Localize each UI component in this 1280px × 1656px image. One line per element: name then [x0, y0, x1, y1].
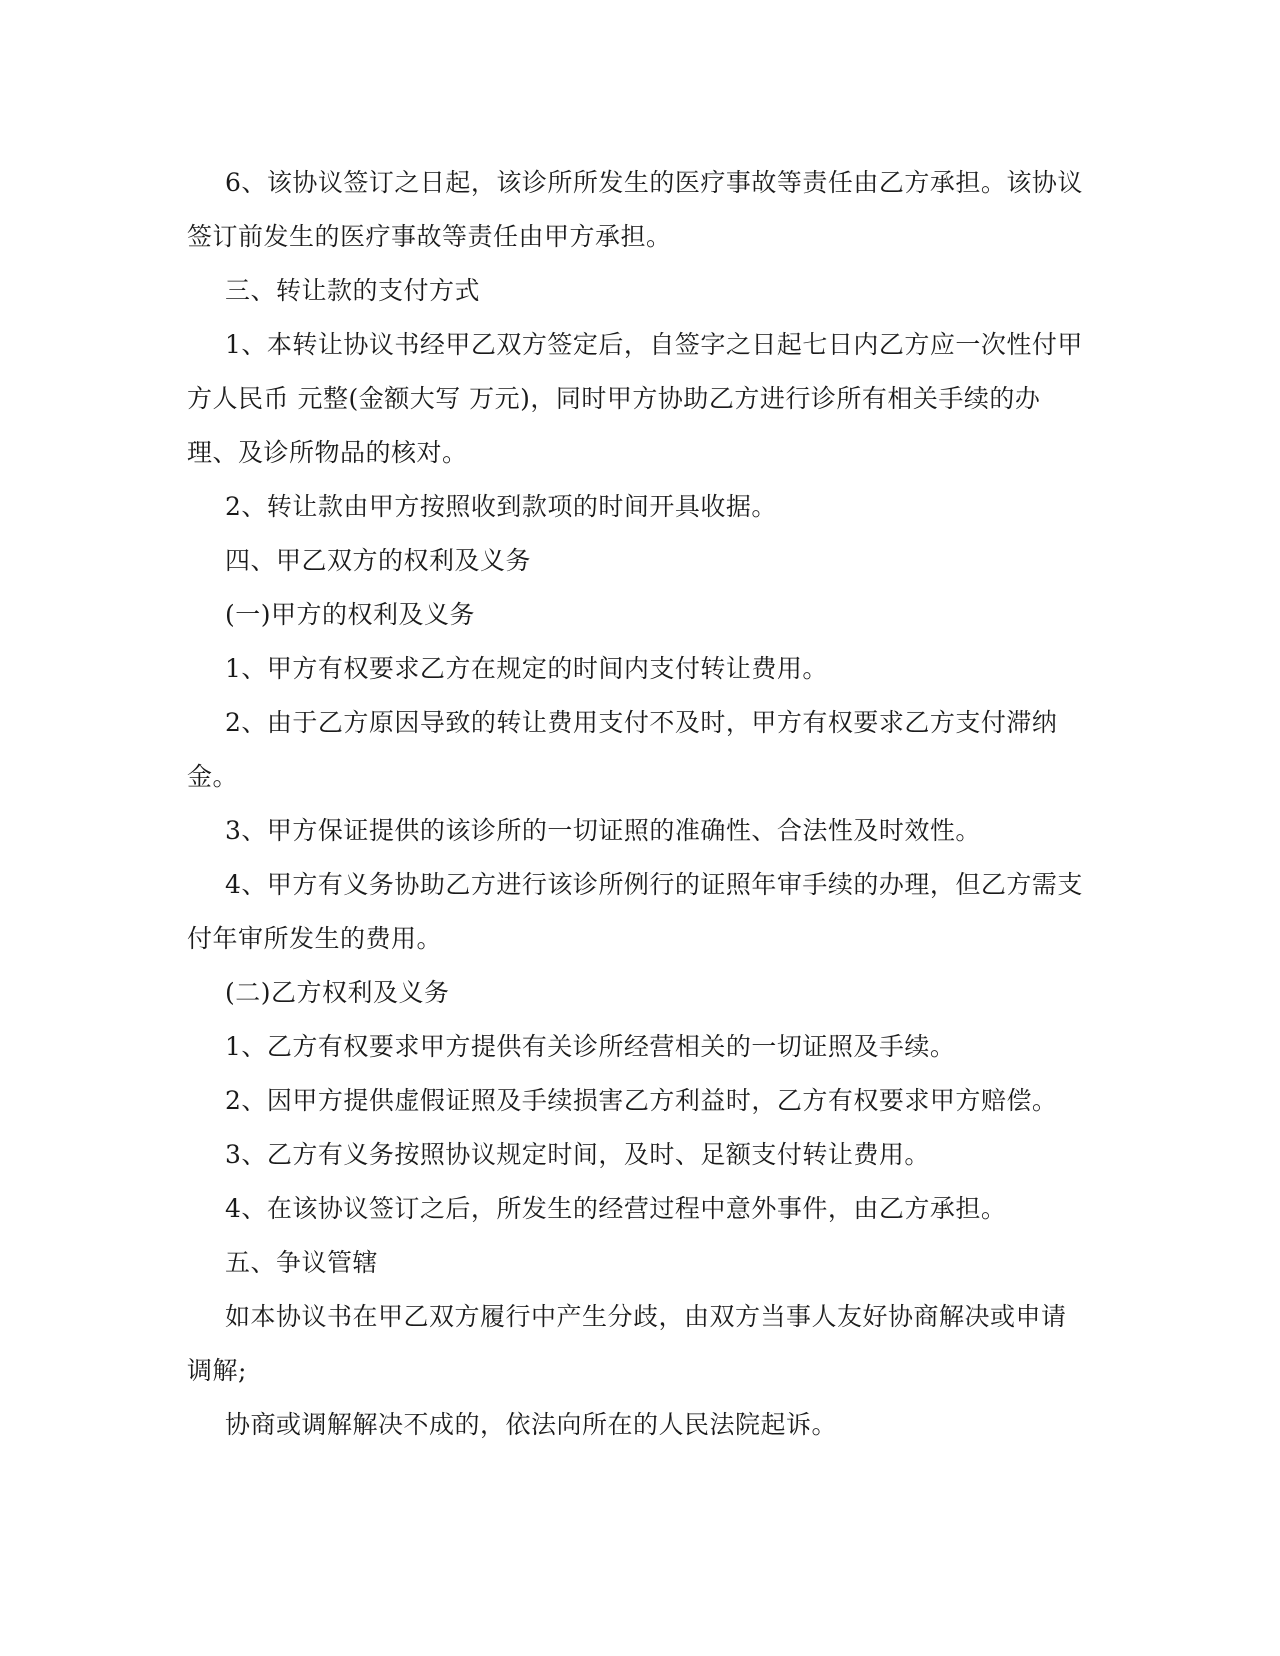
document-body — [187, 156, 1087, 1452]
paragraph-receipt: 2、转让款由甲方按照收到款项的时间开具收据。 — [225, 492, 777, 521]
paragraph-party-b-2: 2、因甲方提供虚假证照及手续损害乙方利益时，乙方有权要求甲方赔偿。 — [225, 1086, 1058, 1115]
paragraph-liability: 6、该协议签订之日起，该诊所所发生的医疗事故等责任由乙方承担。该协议签订前发生的医疗事故等责任由甲方承担。 — [187, 168, 1083, 251]
subheading-party-b: (二)乙方权利及义务 — [225, 978, 450, 1007]
paragraph-party-b-1: 1、乙方有权要求甲方提供有关诊所经营相关的一切证照及手续。 — [225, 1032, 956, 1061]
paragraph-party-a-4: 4、甲方有义务协助乙方进行该诊所例行的证照年审手续的办理，但乙方需支付年审所发生的费用。 — [187, 870, 1083, 953]
paragraph-party-a-1: 1、甲方有权要求乙方在规定的时间内支付转让费用。 — [225, 654, 828, 683]
paragraph-party-a-3: 3、甲方保证提供的该诊所的一切证照的准确性、合法性及时效性。 — [225, 816, 981, 845]
paragraph-party-a-2: 2、由于乙方原因导致的转让费用支付不及时，甲方有权要求乙方支付滞纳金。 — [187, 708, 1058, 791]
paragraph-dispute-negotiation: 如本协议书在甲乙双方履行中产生分歧，由双方当事人友好协商解决或申请调解; — [187, 1302, 1067, 1385]
paragraph-dispute-litigation: 协商或调解解决不成的，依法向所在的人民法院起诉。 — [225, 1410, 838, 1439]
paragraph-party-b-4: 4、在该协议签订之后，所发生的经营过程中意外事件，由乙方承担。 — [225, 1194, 1007, 1223]
heading-rights-obligations: 四、甲乙双方的权利及义务 — [225, 546, 532, 575]
paragraph-party-b-3: 3、乙方有义务按照协议规定时间，及时、足额支付转让费用。 — [225, 1140, 930, 1169]
paragraph-payment-terms: 1、本转让协议书经甲乙双方签定后，自签字之日起七日内乙方应一次性付甲方人民币 元整(金额大写 万元)，同时甲方协助乙方进行诊所有相关手续的办理、及诊所物品的核对。 — [187, 330, 1083, 467]
heading-dispute-jurisdiction: 五、争议管辖 — [225, 1248, 379, 1277]
subheading-party-a: (一)甲方的权利及义务 — [225, 600, 476, 629]
heading-payment-method: 三、转让款的支付方式 — [225, 276, 481, 305]
